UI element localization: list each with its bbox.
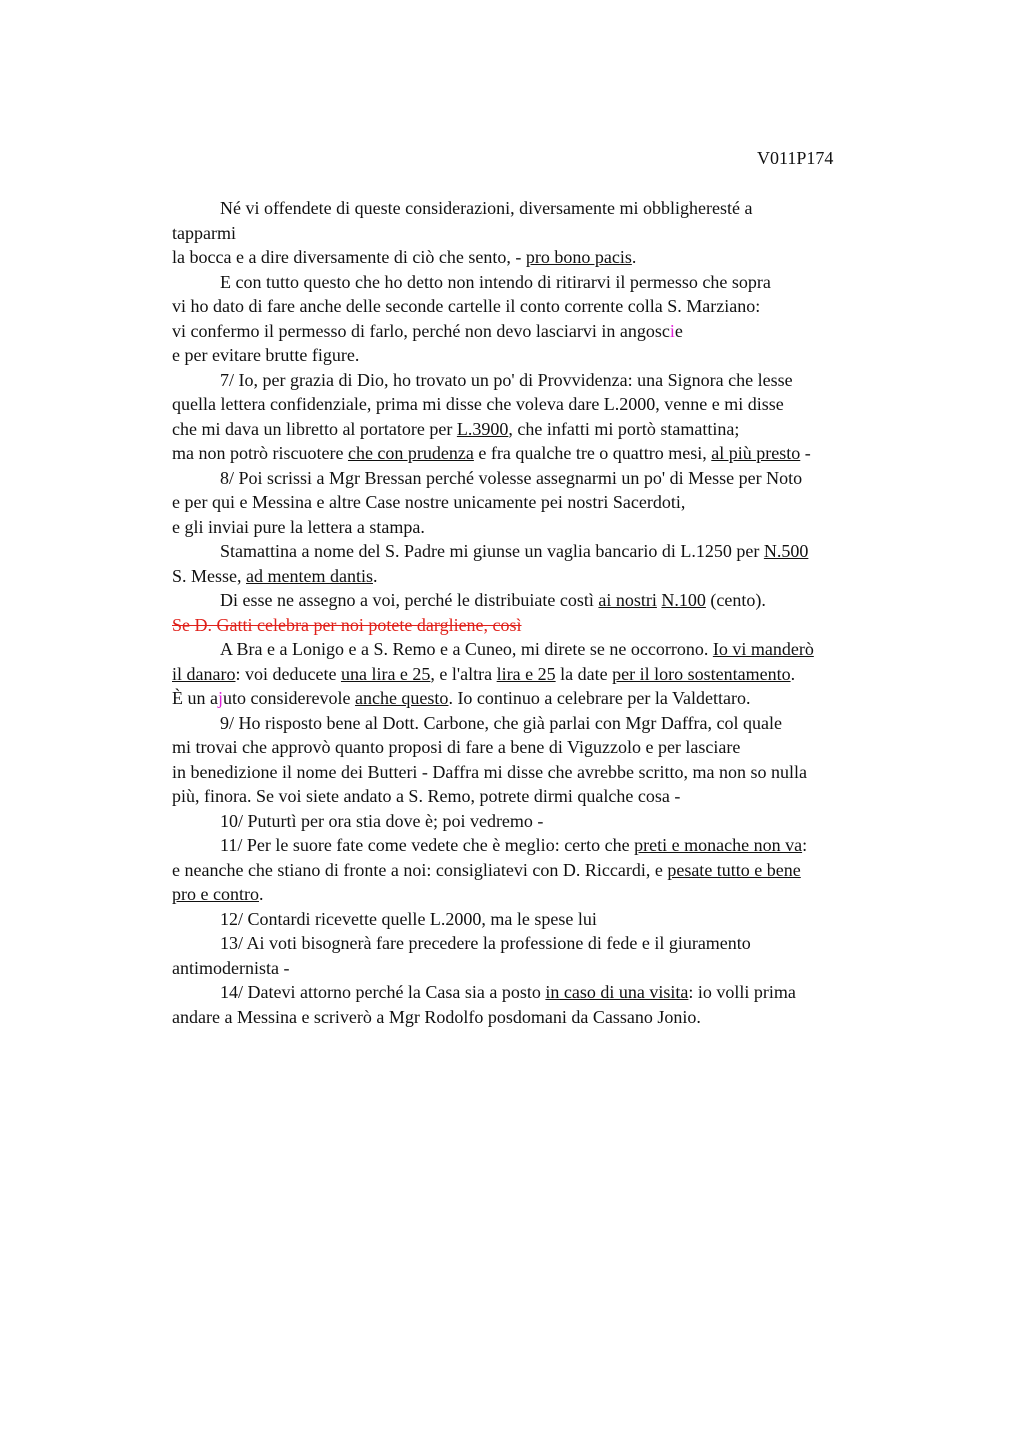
text-segment: : voi deducete bbox=[235, 663, 341, 684]
text-line bbox=[172, 539, 912, 564]
text-segment: 11/ Per le suore fate come vedete che è meglio: certo che bbox=[220, 835, 635, 855]
text-segment: e fra qualche tre o quattro mesi, bbox=[473, 443, 712, 463]
text-line bbox=[172, 270, 912, 295]
text-line bbox=[172, 441, 912, 466]
page-id: V011P174 bbox=[757, 148, 834, 168]
text-segment: . bbox=[258, 884, 264, 904]
struck-text: Se D. Gatti celebra per noi potete dargliene, così bbox=[172, 614, 522, 635]
text-segment: che mi dava un libretto al portatore per bbox=[172, 418, 457, 439]
text-segment: 12/ Contardi ricevette quelle L.2000, ma le spese lui bbox=[220, 908, 597, 929]
text-segment: più, finora. Se voi siete andato a S. Remo, potrete dirmi qualche cosa - bbox=[172, 786, 681, 806]
text-line bbox=[172, 294, 912, 319]
text-segment: . bbox=[790, 663, 796, 684]
text-segment: È un a bbox=[172, 688, 218, 708]
underlined-text: ai nostri bbox=[598, 590, 657, 610]
text-line bbox=[172, 490, 912, 515]
text-line bbox=[172, 466, 912, 491]
underlined-text: in caso di una visita bbox=[545, 982, 689, 1002]
text-segment: : io volli prima bbox=[688, 982, 796, 1002]
text-segment: E con tutto questo che ho detto non intendo di ritirarvi il permesso che sopra bbox=[220, 271, 771, 292]
underlined-text: N.500 bbox=[763, 541, 809, 561]
text-line bbox=[172, 564, 912, 589]
text-segment: andare a Messina e scriverò a Mgr Rodolfo posdomani da Cassano Jonio. bbox=[172, 1006, 701, 1027]
text-line bbox=[172, 980, 912, 1005]
highlighted-char: j bbox=[217, 688, 223, 708]
underlined-text: una lira e 25 bbox=[340, 663, 431, 684]
underlined-text: al più presto bbox=[711, 443, 801, 463]
underlined-text: preti e monache non va bbox=[634, 835, 803, 855]
underlined-text: L.3900 bbox=[456, 418, 509, 439]
text-line bbox=[172, 637, 912, 662]
text-segment: e per qui e Messina e altre Case nostre unicamente pei nostri Sacerdoti, bbox=[172, 492, 686, 512]
text-segment: tapparmi bbox=[172, 222, 236, 243]
text-line bbox=[172, 392, 912, 417]
text-segment: Di esse ne assegno a voi, perché le distribuiate costì bbox=[220, 590, 599, 610]
underlined-text: pro e contro bbox=[172, 884, 259, 904]
text-line bbox=[172, 711, 912, 736]
text-segment: mi trovai che approvò quanto proposi di fare a bene di Viguzzolo e per lasciare bbox=[172, 737, 741, 757]
underlined-text: pro bono pacis bbox=[525, 247, 632, 267]
text-segment: 13/ Ai voti bisognerà fare precedere la professione di fede e il giuramento bbox=[220, 933, 751, 953]
text-line bbox=[172, 417, 912, 442]
text-line bbox=[172, 784, 912, 809]
text-segment: 8/ Poi scrissi a Mgr Bressan perché volesse assegnarmi un po' di Messe per Noto bbox=[220, 467, 803, 488]
letter-body bbox=[172, 196, 912, 1029]
text-line bbox=[172, 221, 912, 246]
text-line bbox=[172, 686, 912, 711]
text-segment: la bocca e a dire diversamente di ciò che sento, - bbox=[172, 247, 526, 267]
text-segment: Né vi offendete di queste considerazioni, diversamente mi obbligheresté a bbox=[220, 198, 753, 218]
text-segment: la date bbox=[555, 663, 613, 684]
underlined-text: pesate tutto e bene bbox=[667, 859, 801, 880]
text-line bbox=[172, 245, 912, 270]
text-line bbox=[172, 368, 912, 393]
underlined-text: ad mentem dantis bbox=[246, 565, 373, 586]
text-segment: . Io continuo a celebrare per la Valdettaro. bbox=[448, 688, 751, 708]
text-line bbox=[172, 343, 912, 368]
text-line bbox=[172, 319, 912, 344]
text-segment: (cento). bbox=[705, 590, 766, 610]
text-segment: - bbox=[800, 443, 811, 463]
text-segment: e bbox=[674, 320, 683, 341]
underlined-text: lira e 25 bbox=[496, 663, 556, 684]
text-segment: antimodernista - bbox=[172, 957, 290, 978]
text-line bbox=[172, 956, 912, 981]
text-line bbox=[172, 515, 912, 540]
text-segment: quella lettera confidenziale, prima mi disse che voleva dare L.2000, venne e mi disse bbox=[172, 394, 784, 414]
text-line bbox=[172, 760, 912, 785]
highlighted-char: i bbox=[669, 320, 675, 341]
text-segment: 10/ Puturtì per ora stia dove è; poi vedremo - bbox=[220, 810, 544, 831]
text-segment: : bbox=[802, 835, 808, 855]
text-segment: in benedizione il nome dei Butteri - Daffra mi disse che avrebbe scritto, ma non so nulla bbox=[172, 761, 807, 782]
text-segment: vi confermo il permesso di farlo, perché non devo lasciarvi in angosc bbox=[172, 320, 670, 341]
underlined-text: Io vi manderò bbox=[712, 639, 814, 659]
underlined-text: anche questo bbox=[354, 688, 449, 708]
text-segment: , che infatti mi portò stamattina; bbox=[508, 418, 740, 439]
text-segment: Stamattina a nome del S. Padre mi giunse un vaglia bancario di L.1250 per bbox=[220, 541, 764, 561]
text-line bbox=[172, 809, 912, 834]
underlined-text: che con prudenza bbox=[347, 443, 474, 463]
text-segment: 7/ Io, per grazia di Dio, ho trovato un po' di Provvidenza: una Signora che lesse bbox=[220, 369, 793, 390]
text-segment: vi ho dato di fare anche delle seconde cartelle il conto corrente colla S. Marziano: bbox=[172, 296, 761, 316]
text-segment: 14/ Datevi attorno perché la Casa sia a posto bbox=[220, 982, 546, 1002]
text-segment: A Bra e a Lonigo e a S. Remo e a Cuneo, mi direte se ne occorrono. bbox=[220, 639, 713, 659]
text-segment: S. Messe, bbox=[172, 565, 247, 586]
text-line bbox=[172, 588, 912, 613]
text-segment: e gli inviai pure la lettera a stampa. bbox=[172, 516, 425, 537]
text-segment: e per evitare brutte figure. bbox=[172, 345, 360, 365]
text-line bbox=[172, 907, 912, 932]
text-line bbox=[172, 931, 912, 956]
text-line bbox=[172, 613, 912, 638]
text-segment: . bbox=[631, 247, 637, 267]
text-segment: . bbox=[372, 565, 378, 586]
underlined-text: il danaro bbox=[172, 663, 236, 684]
text-line bbox=[172, 662, 912, 687]
text-line bbox=[172, 1005, 912, 1030]
text-segment: uto considerevole bbox=[223, 688, 355, 708]
text-segment: 9/ Ho risposto bene al Dott. Carbone, che già parlai con Mgr Daffra, col quale bbox=[220, 712, 782, 733]
text-line bbox=[172, 735, 912, 760]
underlined-text: per il loro sostentamento bbox=[612, 663, 791, 684]
text-line bbox=[172, 833, 912, 858]
text-line bbox=[172, 858, 912, 883]
text-line bbox=[172, 196, 912, 221]
text-line bbox=[172, 882, 912, 907]
text-segment: e neanche che stiano di fronte a noi: consigliatevi con D. Riccardi, e bbox=[172, 859, 668, 880]
text-segment: , e l'altra bbox=[430, 663, 497, 684]
underlined-text: N.100 bbox=[661, 590, 706, 610]
text-segment: ma non potrò riscuotere bbox=[172, 443, 348, 463]
